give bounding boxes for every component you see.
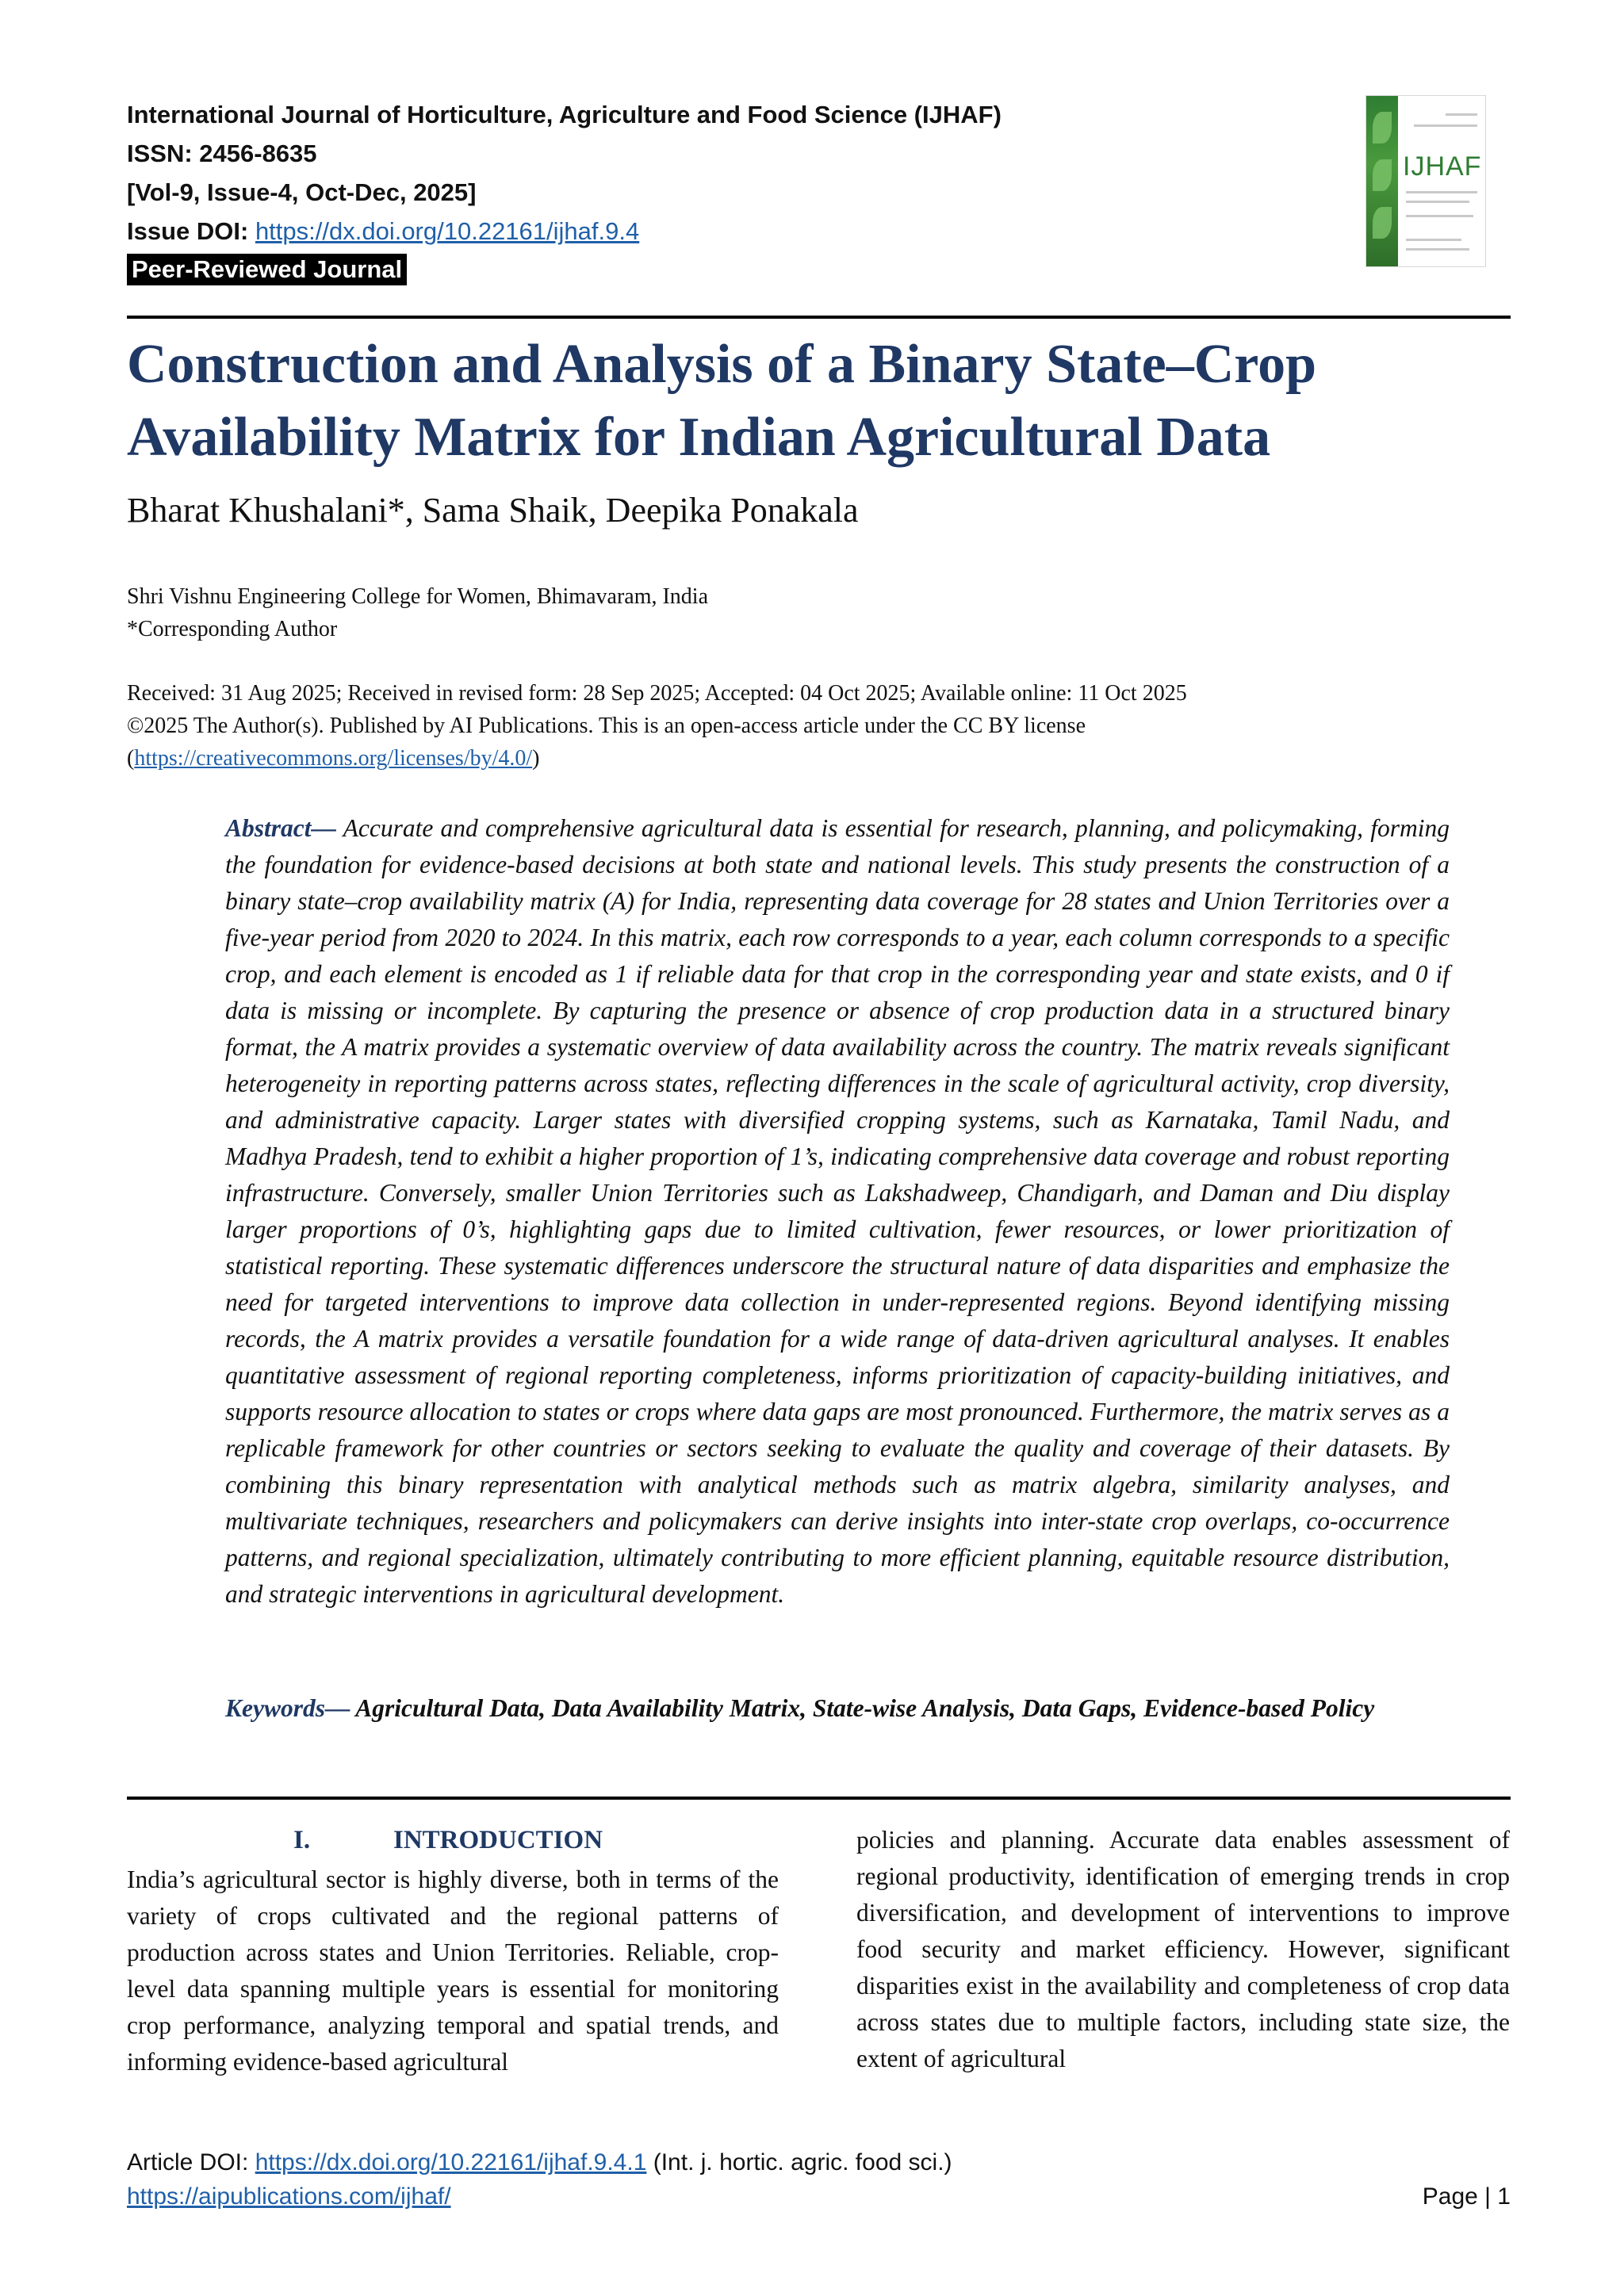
affiliation: Shri Vishnu Engineering College for Women, Bhimavaram, India [127, 584, 709, 609]
cover-text-line [1446, 113, 1477, 116]
cover-text-line [1406, 191, 1477, 193]
article-doi-suffix: (Int. j. hortic. agric. food sci.) [646, 2149, 952, 2175]
title-line-1: Construction and Analysis of a Binary State–Crop [127, 334, 1317, 395]
article-dates: Received: 31 Aug 2025; Received in revised form: 28 Sep 2025; Accepted: 04 Oct 2025; Available online: 11 Oct 2025 [127, 681, 1187, 706]
license-link-line [127, 742, 1511, 775]
journal-issn: ISSN: 2456-8635 [127, 140, 317, 167]
leaf-icon [1373, 207, 1392, 239]
page-footer [127, 2145, 1511, 2214]
journal-volume: [Vol-9, Issue-4, Oct-Dec, 2025] [127, 178, 477, 206]
leaf-icon [1373, 159, 1392, 191]
header-divider [127, 316, 1511, 319]
introduction-left-column: India’s agricultural sector is highly diverse, both in terms of the variety of crops cultivated and the regional patterns of production across states and Union Territories. Reliable, crop-level data spanning multiple years is essential for monitoring crop performance, analyzing temporal and spatial trends, and informing evidence-based agricultural [127, 1866, 779, 2076]
journal-site-link[interactable]: https://aipublications.com/ijhaf/ [127, 2183, 451, 2210]
cover-green-strip [1366, 96, 1398, 266]
issue-doi-label: Issue DOI: [127, 217, 255, 245]
license-open-paren: ( [127, 746, 135, 771]
corresponding-author-note: *Corresponding Author [127, 617, 338, 641]
publication-info [127, 677, 1511, 775]
page-number: Page | 1 [1422, 2183, 1511, 2210]
article-title [127, 328, 1511, 474]
journal-cover-image [1365, 95, 1486, 267]
license-link[interactable]: https://creativecommons.org/licenses/by/4.0/ [134, 746, 533, 771]
cover-logo-text: IJHAF [1403, 151, 1482, 182]
section-title: INTRODUCTION [393, 1826, 603, 1854]
abstract-divider [127, 1797, 1511, 1800]
keywords-text: Agricultural Data, Data Availability Matrix, State-wise Analysis, Data Gaps, Evidence-based Policy [350, 1694, 1375, 1722]
issue-doi-link[interactable]: https://dx.doi.org/10.22161/ijhaf.9.4 [255, 217, 640, 245]
cover-text-line [1406, 215, 1473, 217]
affiliation-block [127, 580, 708, 645]
peer-reviewed-badge: Peer-Reviewed Journal [127, 254, 407, 285]
license-statement: ©2025 The Author(s). Published by AI Publications. This is an open-access article under the CC BY license [127, 714, 1086, 738]
cover-text-line [1406, 239, 1461, 241]
abstract-text: Accurate and comprehensive agricultural data is essential for research, planning, and policymaking, forming the foundation for evidence-based decisions at both state and national levels. This study presents the construction of a binary state–crop availability matrix (A) for India, representing data coverage for 28 states and Union Territories over a five-year period from 2020 to 2024. In this matrix, each row corresponds to a year, each column corresponds to a specific crop, and each element is encoded as 1 if reliable data for that crop in the corresponding year and state exists, and 0 if data is missing or incomplete. By capturing the presence or absence of crop production data in a structured binary format, the A matrix provides a systematic overview of data availability across the country. The matrix reveals significant heterogeneity in reporting patterns across states, reflecting differences in the scale of agricultural activity, crop diversity, and administrative capacity. Larger states with diversified cropping systems, such as Karnataka, Tamil Nadu, and Madhya Pradesh, tend to exhibit a higher proportion of 1’s, indicating comprehensive data coverage and robust reporting infrastructure. Conversely, smaller Union Territories such as Lakshadweep, Chandigarh, and Daman and Diu display larger proportions of 0’s, highlighting gaps due to limited cultivation, fewer resources, or lower prioritization of statistical reporting. These systematic differences underscore the structural nature of data disparities and emphasize the need for targeted interventions to improve data collection in under-represented regions. Beyond identifying missing records, the A matrix provides a versatile foundation for a wide range of data-driven agricultural analyses. It enables quantitative assessment of regional reporting completeness, informs prioritization of capacity-building initiatives, and supports resource allocation to states or crops where data gaps are most pronounced. Furthermore, the matrix serves as a replicable framework for other countries or sectors seeking to evaluate the quality and coverage of their datasets. By combining this binary representation with analytical methods such as matrix algebra, similarity analyses, and multivariate techniques, researchers and policymakers can derive insights into inter-state crop overlaps, co-occurrence patterns, and regional specialization, ultimately contributing to more efficient planning, equitable resource distribution, and strategic interventions in agricultural development. [225, 814, 1450, 1608]
section-number: I. [293, 1826, 311, 1854]
license-close-paren: ) [532, 746, 540, 771]
article-doi-link[interactable]: https://dx.doi.org/10.22161/ijhaf.9.4.1 [255, 2149, 647, 2175]
article-doi-label: Article DOI: [127, 2149, 255, 2175]
leaf-icon [1373, 112, 1392, 144]
abstract [225, 810, 1450, 1613]
abstract-label: Abstract— [225, 814, 337, 842]
cover-text-line [1414, 124, 1477, 127]
cover-text-line [1406, 248, 1469, 251]
journal-name: International Journal of Horticulture, Agriculture and Food Science (IJHAF) [127, 101, 1002, 128]
introduction-right-column: policies and planning. Accurate data enables assessment of regional productivity, identification of emerging trends in crop diversification, and development of interventions to improve food security and market efficiency. However, significant disparities exist in the availability and completeness of crop data across states due to multiple factors, including state size, the extent of agricultural [856, 1826, 1510, 2072]
cover-text-line [1406, 201, 1469, 203]
author-list: Bharat Khushalani*, Sama Shaik, Deepika Ponakala [127, 491, 859, 530]
journal-header [127, 95, 1364, 285]
keywords-label: Keywords— [225, 1694, 350, 1722]
keywords [225, 1690, 1450, 1727]
article-doi-line [127, 2145, 1511, 2179]
title-line-2: Availability Matrix for Indian Agricultural Data [127, 407, 1271, 468]
issue-doi [127, 212, 1364, 251]
